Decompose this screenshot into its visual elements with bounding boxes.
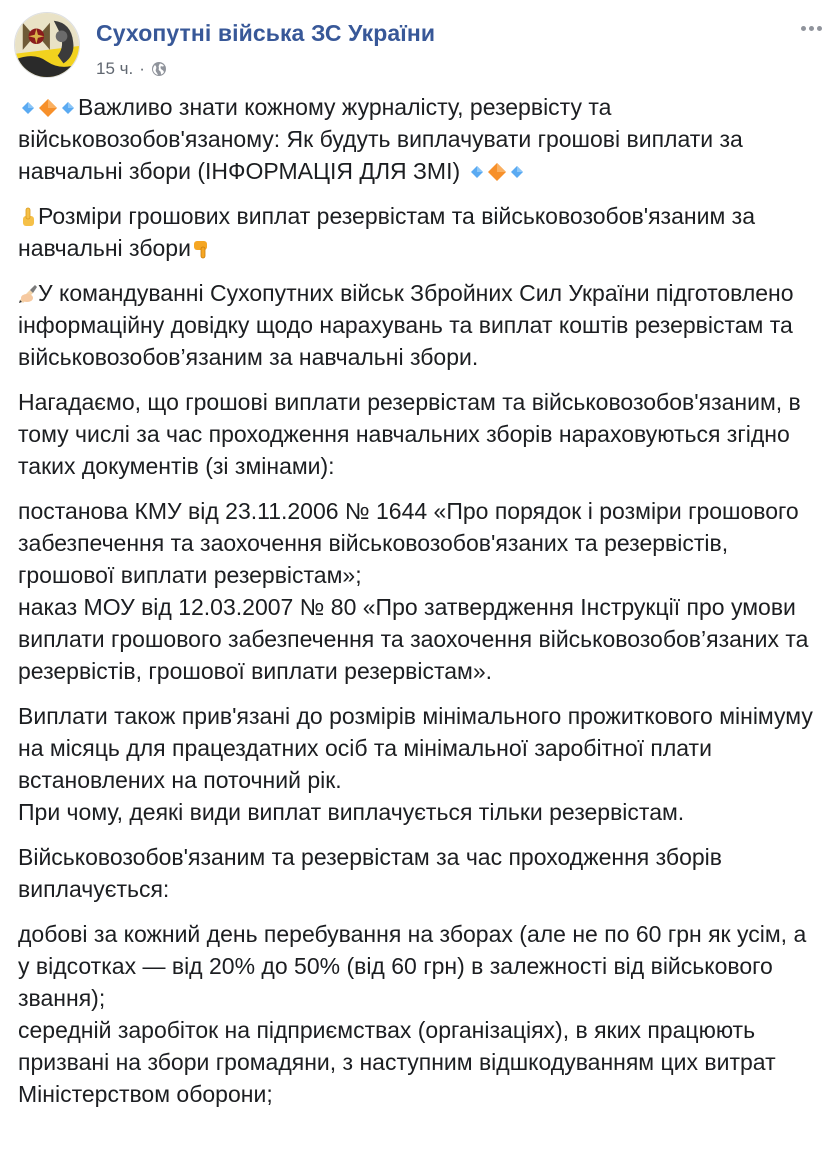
small-blue-diamond-emoji xyxy=(507,162,527,182)
small-blue-diamond-emoji xyxy=(467,162,487,182)
more-options-icon xyxy=(817,26,822,31)
point-down-emoji xyxy=(191,239,211,259)
paragraph-reservists-only: При чому, деякі види виплат виплачується тільки резервістам. xyxy=(18,799,685,825)
meta-separator: · xyxy=(139,59,145,78)
large-orange-diamond-emoji xyxy=(38,98,58,118)
more-options-icon xyxy=(801,26,806,31)
paragraph-headline xyxy=(18,91,818,187)
paragraph-average-salary: середній заробіток на підприємствах (організаціях), в яких працюють призвані на збори громадяни, з наступним відшкодуванням цих витрат Міністерством оборони; xyxy=(18,1017,776,1107)
more-options-button[interactable] xyxy=(796,16,826,40)
page-name-link[interactable]: Сухопутні війська ЗС України xyxy=(96,20,436,46)
large-orange-diamond-emoji xyxy=(487,162,507,182)
headline-text: Важливо знати кожному журналісту, резервісту та військовозобов'язаному: Як будуть виплачувати грошові виплати за навчальні збори (ІНФОРМАЦІЯ ДЛЯ ЗМІ) xyxy=(18,94,743,184)
paragraph-paid-list-intro: Військовозобов'язаним та резервістам за час проходження зборів виплачується: xyxy=(18,844,723,902)
post-text xyxy=(18,91,818,1110)
subheadline-text: Розміри грошових виплат резервістам та військовозобов'язаним за навчальні збори xyxy=(18,203,755,261)
paragraph-reminder: Нагадаємо, що грошові виплати резервістам та військовозобов'язаним, в тому числі за час проходження навчальних зборів нараховуються згідно таких документів (зі змінами): xyxy=(18,389,801,479)
post-header xyxy=(14,12,826,76)
paragraph-payments-linked: Виплати також прив'язані до розмірів мінімального прожиткового мінімуму на місяць для працездатних осіб та мінімальної заробітної плати встановлених на поточний рік. xyxy=(18,703,813,793)
globe-icon[interactable] xyxy=(151,61,167,77)
page-avatar[interactable] xyxy=(14,12,80,78)
paragraph-daily-allowance: добові за кожний день перебування на зборах (але не по 60 грн як усім, а у відсотках — від 20% до 50% (від 60 грн) в залежності від військового звання); xyxy=(18,921,807,1011)
paragraph-document-1: постанова КМУ від 23.11.2006 № 1644 «Про порядок і розміри грошового забезпечення та заохочення військовозобов'язаних та резервістів, грошової виплати резервістам»; xyxy=(18,498,799,588)
point-up-emoji xyxy=(18,207,38,227)
paragraph-document-2: наказ МОУ від 12.03.2007 № 80 «Про затвердження Інструкції про умови виплати грошового забезпечення та заохочення військовозобов’язаних та резервістів, грошової виплати резервістам». xyxy=(18,594,809,684)
post-meta xyxy=(96,59,167,79)
paragraph-intro xyxy=(18,277,818,373)
post-timestamp[interactable]: 15 ч. xyxy=(96,59,134,78)
army-emblem-avatar-icon xyxy=(15,13,79,77)
more-options-icon xyxy=(809,26,814,31)
writing-hand-emoji xyxy=(18,284,38,304)
intro-text: У командуванні Сухопутних військ Збройних Сил України підготовлено інформаційну довідку щодо нарахувань та виплат коштів резервістам та військовозобов’язаним за навчальні збори. xyxy=(18,280,794,370)
paragraph-subheadline xyxy=(18,200,818,264)
small-blue-diamond-emoji xyxy=(18,98,38,118)
small-blue-diamond-emoji xyxy=(58,98,78,118)
